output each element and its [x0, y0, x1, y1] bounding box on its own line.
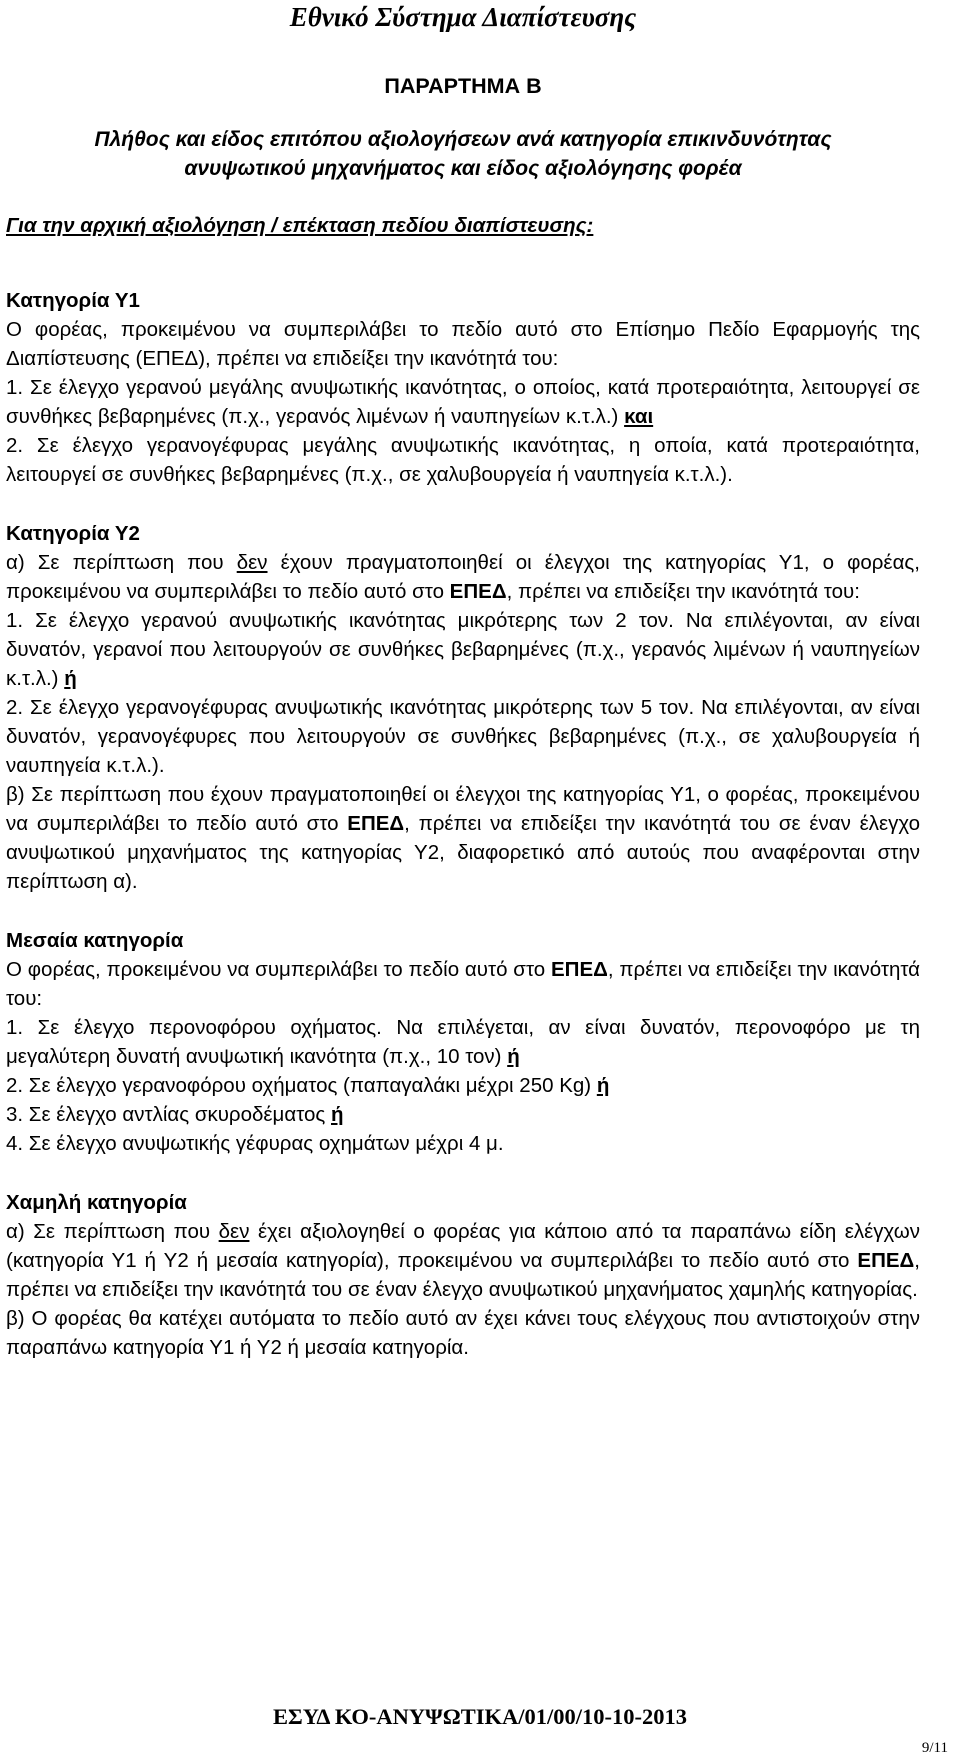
medium-intro [6, 955, 920, 1013]
section-y1 [6, 286, 920, 489]
medium-item-2 [6, 1071, 920, 1100]
annex-title: ΠΑΡΑΡΤΗΜΑ Β [384, 74, 542, 98]
y2-item-2: 2. Σε έλεγχο γερανογέφυρας ανυψωτικής ικανότητας μικρότερης των 5 τον. Να επιλέγονται, αν είναι δυνατόν, γερανογέφυρες που λειτουργούν σε συνθήκες βεβαρημένες (π.χ., σε χαλυβουργεία ή ναυπηγεία κ.τ.λ.). [6, 696, 920, 777]
y1-heading: Κατηγορία Υ1 [6, 289, 140, 312]
y2-item-1-text: 1. Σε έλεγχο γερανού ανυψωτικής ικανότητας μικρότερης των 2 τον. Να επιλέγονται, αν είναι δυνατόν, γερανοί που λειτουργούν σε συνθήκες βεβαρημένες (π.χ., γερανός λιμένων ή ναυπηγείων κ.τ.λ.) [6, 609, 920, 690]
y2-case-b-end: , πρέπει να επιδείξει την ικανότητά του σε έναν έλεγχο ανυψωτικού μηχανήματος της κατηγορίας Υ2, διαφορετικό από αυτούς που αναφέρονται στην περίπτωση α). [6, 812, 920, 893]
low-case-b: β) Ο φορέας θα κατέχει αυτόματα το πεδίο αυτό αν έχει κάνει τους ελέγχους που αντιστοιχούν στην παραπάνω κατηγορία Υ1 ή Υ2 ή μεσαία κατηγορία. [6, 1307, 920, 1359]
section-medium [6, 926, 920, 1158]
medium-intro-end: , πρέπει να επιδείξει την ικανότητά του: [6, 958, 921, 1010]
header-title: Εθνικό Σύστημα Διαπίστευσης [289, 2, 637, 32]
medium-heading: Μεσαία κατηγορία [6, 929, 184, 952]
medium-item-4: 4. Σε έλεγχο ανυψωτικής γέφυρας οχημάτων μέχρι 4 μ. [6, 1132, 504, 1155]
y2-case-b-pre: β) Σε περίπτωση που έχουν πραγματοποιηθεί οι έλεγχοι της κατηγορίας Υ1, ο φορέας, προκειμένου να συμπεριλάβει το πεδίο αυτό στο [6, 783, 920, 835]
medium-item-3-or: ή [331, 1103, 344, 1126]
low-case-a-pre: α) Σε περίπτωση που [6, 1220, 219, 1243]
y1-item-2: 2. Σε έλεγχο γερανογέφυρας μεγάλης ανυψωτικής ικανότητας, η οποία, κατά προτεραιότητα, λειτουργεί σε συνθήκες βεβαρημένες (π.χ., σε χαλυβουργεία ή ναυπηγεία κ.τ.λ.). [6, 434, 920, 486]
y1-intro: Ο φορέας, προκειμένου να συμπεριλάβει το πεδίο αυτό στο Επίσημο Πεδίο Εφαρμογής της Διαπίστευσης (ΕΠΕΔ), πρέπει να επιδείξει την ικανότητά του: [6, 318, 920, 370]
medium-item-1 [6, 1013, 920, 1071]
y2-case-a-not: δεν [236, 551, 268, 574]
y2-case-a [6, 548, 920, 606]
medium-item-3-text: 3. Σε έλεγχο αντλίας σκυροδέματος [6, 1103, 331, 1126]
y2-case-b-eped: ΕΠΕΔ [347, 812, 405, 835]
section-y2 [6, 519, 920, 896]
y2-heading: Κατηγορία Υ2 [6, 522, 140, 545]
low-heading: Χαμηλή κατηγορία [6, 1191, 187, 1214]
y2-case-a-eped: ΕΠΕΔ [449, 580, 507, 603]
page-number: 9/11 [921, 1740, 948, 1756]
low-case-a-not: δεν [218, 1220, 250, 1243]
medium-item-3 [6, 1100, 920, 1129]
medium-intro-pre: Ο φορέας, προκειμένου να συμπεριλάβει το πεδίο αυτό στο [6, 958, 551, 981]
subtitle-line-1: Πλήθος και είδος επιτόπου αξιολογήσεων ανά κατηγορία επικινδυνότητας [94, 128, 832, 151]
scope-heading: Για την αρχική αξιολόγηση / επέκταση πεδίου διαπίστευσης: [6, 214, 594, 237]
y2-case-a-pre: α) Σε περίπτωση που [6, 551, 237, 574]
medium-item-1-or: ή [507, 1045, 520, 1068]
medium-item-1-text: 1. Σε έλεγχο περονοφόρου οχήματος. Να επιλέγεται, αν είναι δυνατόν, περονοφόρο με τη μεγαλύτερη δυνατή ανυψωτική ικανότητα (π.χ., 10 τον) [6, 1016, 920, 1068]
y1-item-1-and: και [624, 405, 654, 428]
medium-intro-eped: ΕΠΕΔ [550, 958, 608, 981]
low-case-a-eped: ΕΠΕΔ [857, 1249, 915, 1272]
medium-item-2-or: ή [596, 1074, 610, 1097]
annex-subtitle [6, 125, 920, 183]
y2-item-1-or: ή [64, 667, 77, 690]
low-case-a-end: , πρέπει να επιδείξει την ικανότητά του σε έναν έλεγχο ανυψωτικού μηχανήματος χαμηλής κατηγορίας. [6, 1249, 920, 1301]
section-low [6, 1188, 920, 1362]
footer-document-code: ΕΣΥΔ ΚΟ-ΑΝΥΨΩΤΙΚΑ/01/00/10-10-2013 [273, 1704, 687, 1729]
y1-item-1 [6, 373, 920, 431]
y2-item-1 [6, 606, 920, 693]
y2-case-b [6, 780, 920, 896]
y1-item-1-text: 1. Σε έλεγχο γερανού μεγάλης ανυψωτικής ικανότητας, ο οποίος, κατά προτεραιότητα, λειτουργεί σε συνθήκες βεβαρημένες (π.χ., γερανός λιμένων ή ναυπηγείων κ.τ.λ.) [6, 376, 920, 428]
y2-case-a-post: έχουν πραγματοποιηθεί οι έλεγχοι της κατηγορίας Υ1, ο φορέας, προκειμένου να συμπεριλάβει το πεδίο αυτό στο [6, 551, 920, 603]
low-case-a-post: έχει αξιολογηθεί ο φορέας για κάποιο από τα παραπάνω είδη ελέγχων (κατηγορία Υ1 ή Υ2 ή μεσαία κατηγορία), προκειμένου να συμπεριλάβει το πεδίο αυτό στο [6, 1220, 920, 1272]
y2-case-a-end: , πρέπει να επιδείξει την ικανότητά του: [506, 580, 860, 603]
low-case-a [6, 1217, 920, 1304]
subtitle-line-2: ανυψωτικού μηχανήματος και είδος αξιολόγησης φορέα [184, 157, 742, 180]
medium-item-2-text: 2. Σε έλεγχο γερανοφόρου οχήματος (παπαγαλάκι μέχρι 250 Kg) [6, 1074, 597, 1097]
